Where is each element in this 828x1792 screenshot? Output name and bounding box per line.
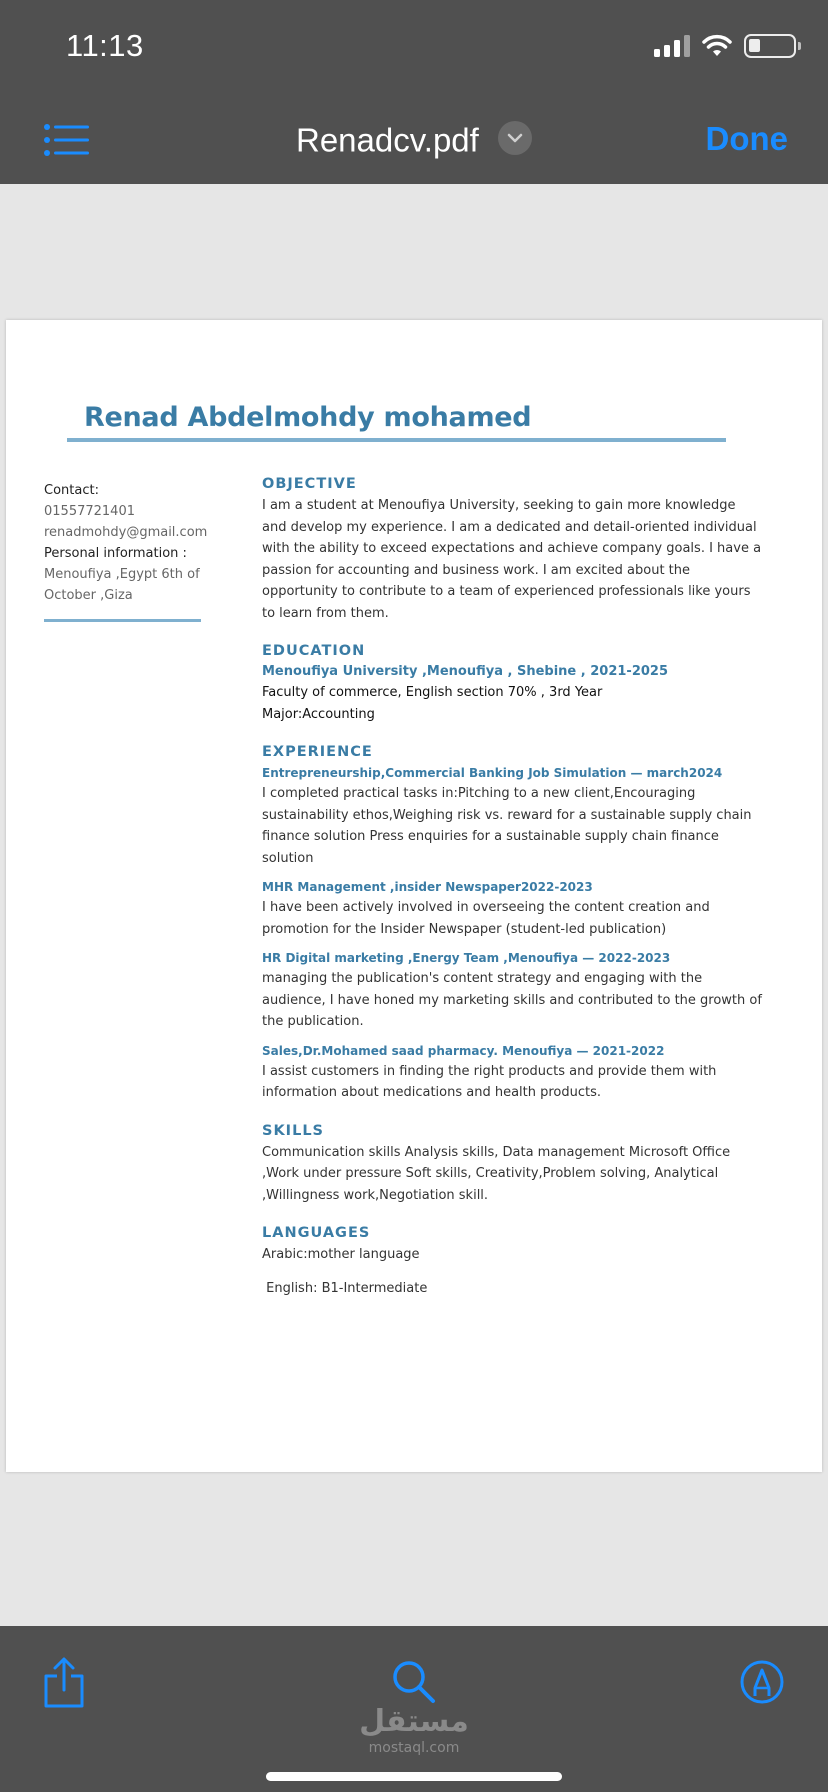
personal-info-label: Personal information : <box>44 546 187 561</box>
wifi-icon <box>702 34 732 58</box>
contact-label: Contact: <box>44 483 99 498</box>
watermark-latin: mostaql.com <box>368 1740 460 1756</box>
status-icons <box>654 34 796 58</box>
experience-heading: EXPERIENCE <box>262 744 373 760</box>
experience-text: I completed practical tasks in:Pitching to a new client,Encouraging sustainability ethos,Weighing risk vs. reward for a sustainable supply chain finance solution Press enquiries for a sustainable supply chain finance solution <box>262 786 752 866</box>
contact-divider <box>44 619 201 622</box>
title-menu-button[interactable] <box>498 121 532 155</box>
experience-item <box>262 1041 762 1104</box>
skills-heading: SKILLS <box>262 1122 324 1139</box>
languages-heading: LANGUAGES <box>262 1225 371 1241</box>
experience-title: Sales,Dr.Mohamed saad pharmacy. Menoufiya — 2021-2022 <box>262 1043 665 1058</box>
pdf-page <box>6 320 822 1472</box>
experience-item <box>262 948 762 1033</box>
experience-text: managing the publication's content strategy and engaging with the audience, I have honed my marketing skills and contributed to the growth of the publication. <box>262 971 762 1029</box>
experience-text: I have been actively involved in overseeing the content creation and promotion for the Insider Newspaper (student-led publication) <box>262 900 710 937</box>
address-line: October ,Giza <box>44 588 133 603</box>
education-line: Major:Accounting <box>262 706 375 722</box>
markup-pen-icon <box>738 1658 786 1706</box>
markup-button[interactable] <box>738 1658 786 1706</box>
share-button[interactable] <box>40 1656 88 1710</box>
objective-heading: OBJECTIVE <box>262 476 357 492</box>
watermark-arabic: مستقل <box>359 1704 469 1739</box>
contact-column <box>44 480 214 606</box>
search-icon <box>390 1658 438 1706</box>
experience-title: HR Digital marketing ,Energy Team ,Menoufiya — 2022-2023 <box>262 951 671 965</box>
top-bar <box>0 0 828 184</box>
experience-title: Entrepreneurship,Commercial Banking Job Simulation — march2024 <box>262 766 723 780</box>
status-time: 11:13 <box>66 28 144 63</box>
education-school: Menoufiya University ,Menoufiya , Shebine , 2021-2025 <box>262 664 669 679</box>
education-heading: EDUCATION <box>262 643 366 659</box>
battery-icon <box>744 34 796 58</box>
experience-item <box>262 763 762 869</box>
document-title <box>0 119 828 159</box>
cv-name: Renad Abdelmohdy mohamed <box>84 402 532 433</box>
contact-email: renadmohdy@gmail.com <box>44 525 208 540</box>
experience-item <box>262 877 762 940</box>
document-title-text: Renadcv.pdf <box>295 121 479 159</box>
name-divider <box>67 438 726 442</box>
language-line: English: B1-Intermediate <box>262 1280 428 1296</box>
language-line: Arabic:mother language <box>262 1247 420 1262</box>
bottom-toolbar <box>0 1626 828 1792</box>
objective-text: I am a student at Menoufiya University, seeking to gain more knowledge and develop my experience. I am a dedicated and detail-oriented individual with the ability to exceed expectations and achieve company goals. I have a passion for accounting and business work. I am excited about the opportunity to contribute to a team of experienced professionals like yours to learn from them. <box>262 498 762 621</box>
contact-phone: 01557721401 <box>44 504 135 519</box>
mostaql-watermark <box>0 1704 828 1756</box>
share-icon <box>40 1656 88 1710</box>
cellular-signal-icon <box>654 35 690 57</box>
main-column <box>262 465 762 1299</box>
experience-text: I assist customers in finding the right products and provide them with information about medications and health products. <box>262 1063 717 1100</box>
home-indicator[interactable] <box>266 1772 562 1781</box>
done-button[interactable]: Done <box>705 120 788 157</box>
address-line: Menoufiya ,Egypt 6th of <box>44 567 200 582</box>
experience-title: MHR Management ,insider Newspaper2022-2023 <box>262 880 593 894</box>
chevron-down-icon <box>498 121 532 155</box>
search-button[interactable] <box>390 1658 438 1706</box>
education-line: Faculty of commerce, English section 70% , 3rd Year <box>262 685 603 700</box>
skills-text: Communication skills Analysis skills, Data management Microsoft Office ,Work under pressure Soft skills, Creativity,Problem solving, Analytical ,Willingness work,Negotiation skill. <box>262 1144 731 1203</box>
